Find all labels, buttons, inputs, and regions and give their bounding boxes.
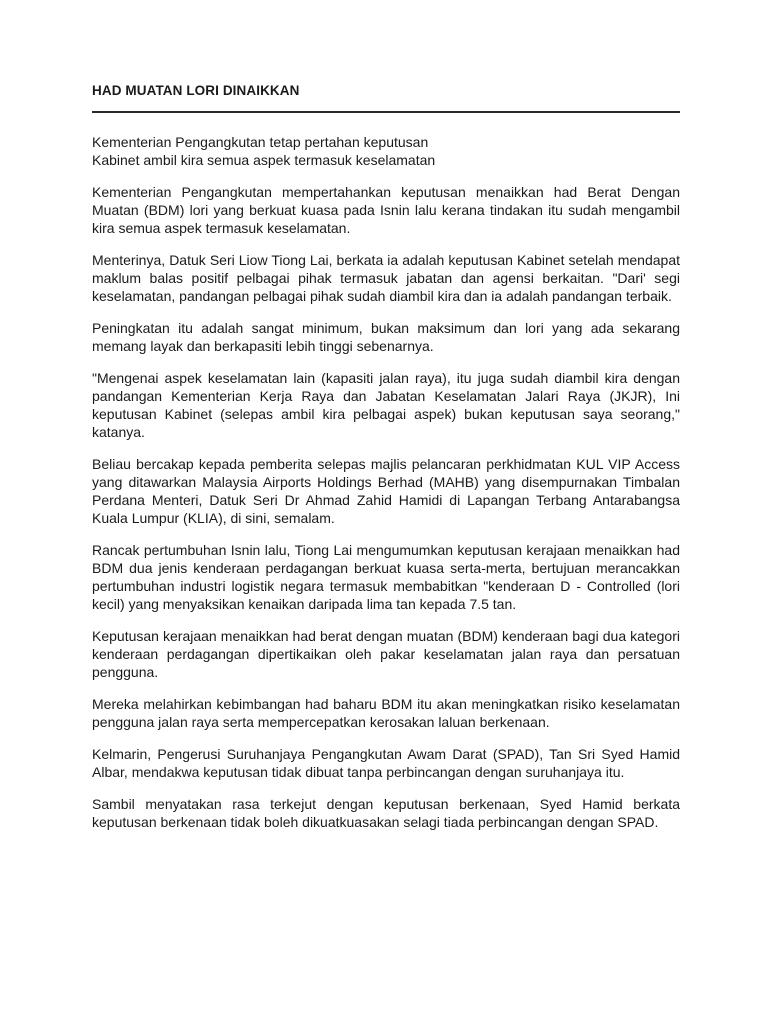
subtitle-line: Kabinet ambil kira semua aspek termasuk keselamatan [92, 152, 436, 168]
article-paragraph: Mereka melahirkan kebimbangan had baharu BDM itu akan meningkatkan risiko keselamatan pengguna jalan raya serta mempercepatkan kerosakan laluan berkenaan. [92, 696, 680, 730]
article-paragraph: Rancak pertumbuhan Isnin lalu, Tiong Lai mengumumkan keputusan kerajaan menaikkan had BDM dua jenis kenderaan perdagangan berkuat kuasa serta-merta, bertujuan merancakkan pertumbuhan industri logistik negara termasuk membabitkan "kenderaan D - Controlled (lori kecil) yang menyaksikan kenaikan daripada lima tan kepada 7.5 tan. [92, 542, 680, 612]
title-divider [92, 111, 680, 113]
article-subtitle [92, 133, 680, 169]
article-title: HAD MUATAN LORI DINAIKKAN [92, 83, 300, 98]
article-paragraph: "Mengenai aspek keselamatan lain (kapasiti jalan raya), itu juga sudah diambil kira dengan pandangan Kementerian Kerja Raya dan Jabatan Keselamatan Jalari Raya (JKJR), Ini keputusan Kabinet (selepas ambil kira pelbagai aspek) bukan keputusan saya seorang," katanya. [92, 370, 680, 440]
subtitle-line: Kementerian Pengangkutan tetap pertahan keputusan [92, 134, 429, 150]
article-paragraph: Peningkatan itu adalah sangat minimum, bukan maksimum dan lori yang ada sekarang memang layak dan berkapasiti lebih tinggi sebenarnya. [92, 320, 680, 354]
article-paragraph: Sambil menyatakan rasa terkejut dengan keputusan berkenaan, Syed Hamid berkata keputusan berkenaan tidak boleh dikuatkuasakan selagi tiada perbincangan dengan SPAD. [92, 796, 680, 830]
article-paragraph: Kementerian Pengangkutan mempertahankan keputusan menaikkan had Berat Dengan Muatan (BDM) lori yang berkuat kuasa pada Isnin lalu kerana tindakan itu sudah mengambil kira semua aspek termasuk keselamatan. [92, 184, 680, 236]
article-paragraph: Kelmarin, Pengerusi Suruhanjaya Pengangkutan Awam Darat (SPAD), Tan Sri Syed Hamid Albar, mendakwa keputusan tidak dibuat tanpa perbincangan dengan suruhanjaya itu. [92, 746, 680, 780]
article-paragraph: Beliau bercakap kepada pemberita selepas majlis pelancaran perkhidmatan KUL VIP Access yang ditawarkan Malaysia Airports Holdings Berhad (MAHB) yang disempurnakan Timbalan Perdana Menteri, Datuk Seri Dr Ahmad Zahid Hamidi di Lapangan Terbang Antarabangsa Kuala Lumpur (KLIA), di sini, semalam. [92, 456, 680, 526]
article-paragraph: Keputusan kerajaan menaikkan had berat dengan muatan (BDM) kenderaan bagi dua kategori kenderaan perdagangan dipertikaikan oleh pakar keselamatan jalan raya dan persatuan pengguna. [92, 628, 680, 680]
document-page [92, 82, 680, 845]
article-paragraph: Menterinya, Datuk Seri Liow Tiong Lai, berkata ia adalah keputusan Kabinet setelah mendapat maklum balas positif pelbagai pihak termasuk jabatan dan agensi berkaitan. "Dari' segi keselamatan, pandangan pelbagai pihak sudah diambil kira dan ia adalah pandangan terbaik. [92, 252, 680, 304]
